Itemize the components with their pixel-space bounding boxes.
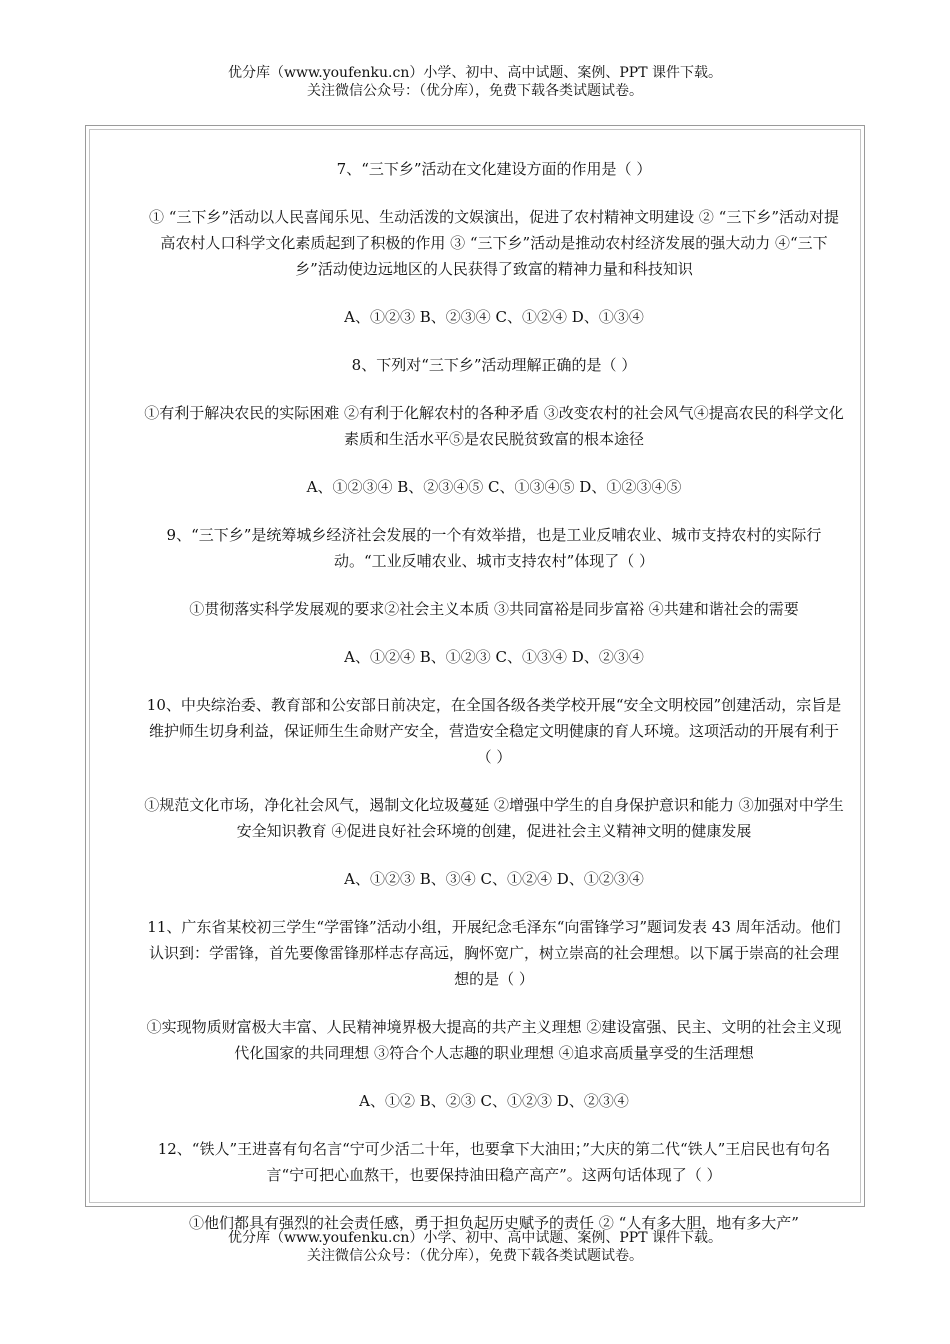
question-11-stem: 11、广东省某校初三学生“学雷锋”活动小组，开展纪念毛泽东“向雷锋学习”题词发表 43 周年活动。他们认识到：学雷锋，首先要像雷锋那样志存高远，胸怀宽广，树立崇高的社会理想。以下属于崇高的社会理想的是（ ）	[147, 918, 841, 988]
question-10-options: ①规范文化市场，净化社会风气，遏制文化垃圾蔓延 ②增强中学生的自身保护意识和能力 ③加强对中学生安全知识教育 ④促进良好社会环境的创建，促进社会主义精神文明的健康发展	[144, 796, 844, 840]
question-7-stem: 7、“三下乡”活动在文化建设方面的作用是（ ）	[336, 160, 652, 178]
question-7-options: ① “三下乡”活动以人民喜闻乐见、生动活泼的文娱演出，促进了农村精神文明建设 ② “三下乡”活动对提高农村人口科学文化素质起到了积极的作用 ③ “三下乡”活动是推动农村经济发展的强大动力 ④“三下乡”活动使边远地区的人民获得了致富的精神力量和科技知识	[149, 208, 839, 278]
footer-line-1: 优分库（www.youfenku.cn）小学、初中、高中试题、案例、PPT 课件下载。	[227, 1230, 722, 1246]
content-frame	[85, 125, 865, 1232]
question-8-options: ①有利于解决农民的实际困难 ②有利于化解农村的各种矛盾 ③改变农村的社会风气④提高农民的科学文化素质和生活水平⑤是农民脱贫致富的根本途径	[144, 404, 844, 448]
question-8-choices: A、①②③④ B、②③④⑤ C、①③④⑤ D、①②③④⑤	[306, 478, 682, 496]
question-11-choices: A、①② B、②③ C、①②③ D、②③④	[359, 1092, 629, 1110]
question-9-options: ①贯彻落实科学发展观的要求②社会主义本质 ③共同富裕是同步富裕 ④共建和谐社会的需要	[189, 600, 799, 618]
footer-line-2: 关注微信公众号：（优分库），免费下载各类试题试卷。	[307, 1248, 643, 1264]
question-list	[142, 156, 846, 1258]
header-line-2: 关注微信公众号：（优分库），免费下载各类试题试卷。	[307, 83, 643, 99]
page-footer	[0, 1229, 950, 1265]
question-11-options: ①实现物质财富极大丰富、人民精神境界极大提高的共产主义理想 ②建设富强、民主、文明的社会主义现代化国家的共同理想 ③符合个人志趣的职业理想 ④追求高质量享受的生活理想	[146, 1018, 842, 1062]
question-12-stem: 12、“铁人”王进喜有句名言“宁可少活二十年，也要拿下大油田；”大庆的第二代“铁人”王启民也有句名言“宁可把心血熬干，也要保持油田稳产高产”。这两句话体现了（ ）	[157, 1140, 831, 1184]
question-12-options: ①他们都具有强烈的社会责任感，勇于担负起历史赋予的责任 ② “人有多大胆，地有多大产”	[189, 1214, 799, 1232]
content-frame-inner	[89, 129, 861, 1232]
question-9-choices: A、①②④ B、①②③ C、①③④ D、②③④	[344, 648, 644, 666]
header-line-1: 优分库（www.youfenku.cn）小学、初中、高中试题、案例、PPT 课件下载。	[227, 65, 722, 81]
question-10-stem: 10、中央综治委、教育部和公安部日前决定，在全国各级各类学校开展“安全文明校园”创建活动，宗旨是维护师生切身利益，保证师生生命财产安全，营造安全稳定文明健康的育人环境。这项活动的开展有利于（ ）	[146, 696, 842, 766]
question-10-choices: A、①②③ B、③④ C、①②④ D、①②③④	[344, 870, 644, 888]
question-9-stem: 9、“三下乡”是统筹城乡经济社会发展的一个有效举措，也是工业反哺农业、城市支持农村的实际行动。“工业反哺农业、城市支持农村”体现了（ ）	[166, 526, 822, 570]
question-7-choices: A、①②③ B、②③④ C、①②④ D、①③④	[344, 308, 644, 326]
question-8-stem: 8、下列对“三下乡”活动理解正确的是（ ）	[351, 356, 637, 374]
page-header	[0, 64, 950, 100]
